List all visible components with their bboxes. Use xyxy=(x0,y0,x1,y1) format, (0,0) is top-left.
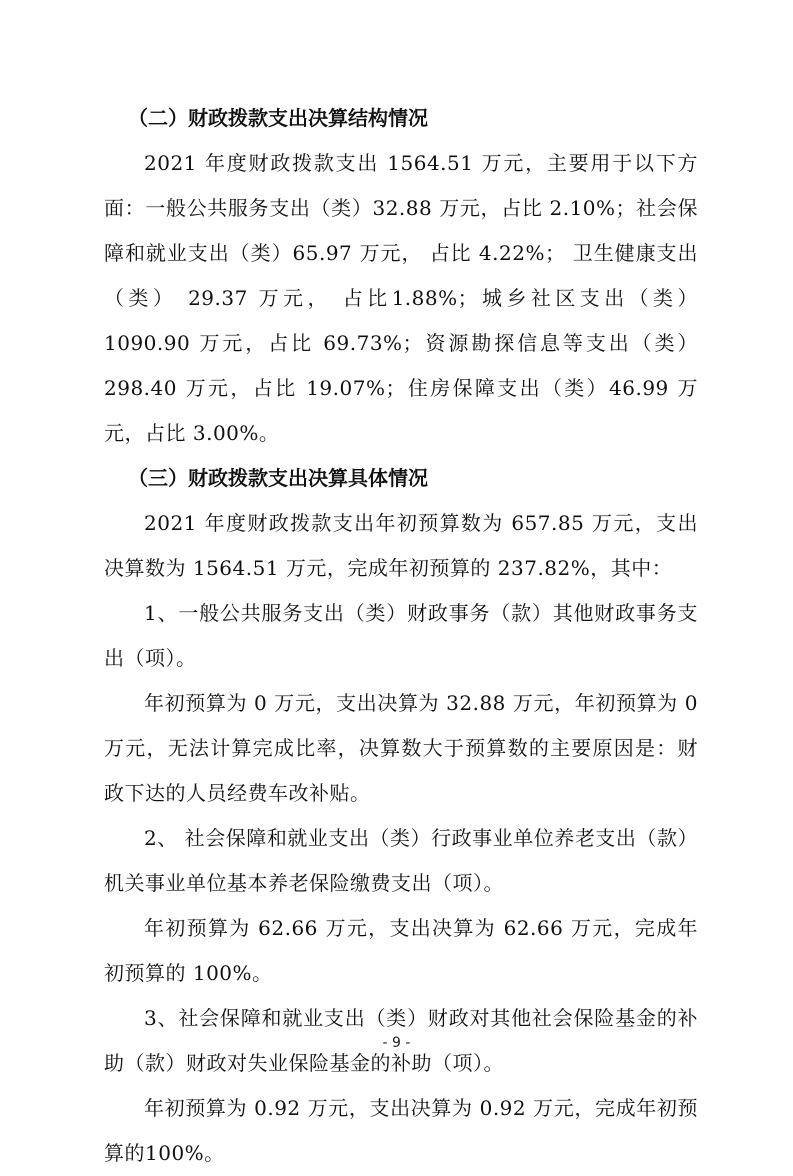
page-content xyxy=(104,96,698,1176)
section-heading-expenditure-structure: （二）财政拨款支出决算结构情况 xyxy=(128,106,428,130)
item-2-title: 2、 社会保障和就业支出（类）行政事业单位养老支出（款）机关事业单位基本养老保险缴费支出（项）。 xyxy=(104,826,698,895)
page-number: - 9 - xyxy=(382,1035,411,1051)
item-3-detail: 年初预算为 0.92 万元，支出决算为 0.92 万元，完成年初预算的100%。 xyxy=(104,1096,698,1165)
section-heading-expenditure-details: （三）财政拨款支出决算具体情况 xyxy=(128,466,428,490)
item-1-title: 1、一般公共服务支出（类）财政事务（款）其他财政事务支出（项）。 xyxy=(104,601,698,670)
item-1-detail: 年初预算为 0 万元，支出决算为 32.88 万元，年初预算为 0 万元，无法计算完成比率，决算数大于预算数的主要原因是：财政下达的人员经费车改补贴。 xyxy=(104,691,698,805)
paragraph-expenditure-intro: 2021 年度财政拨款支出年初预算数为 657.85 万元，支出决算数为 1564.51 万元，完成年初预算的 237.82%，其中： xyxy=(104,511,698,580)
paragraph-expenditure-structure: 2021 年度财政拨款支出 1564.51 万元，主要用于以下方面：一般公共服务支出（类）32.88 万元，占比 2.10%；社会保障和就业支出（类）65.97 万元， 占比 4.22%； 卫生健康支出（类） 29.37 万元， 占比1.88%；城乡社区支出（类）1090.90 万元，占比 69.73%；资源勘探信息等支出（类）298.40 万元，占比 19.07%；住房保障支出（类）46.99 万元，占比 3.00%。 xyxy=(104,151,698,445)
item-3-title: 3、社会保障和就业支出（类）财政对其他社会保险基金的补助（款）财政对失业保险基金的补助（项）。 xyxy=(104,1006,698,1075)
item-2-detail: 年初预算为 62.66 万元，支出决算为 62.66 万元，完成年初预算的 100%。 xyxy=(104,916,698,985)
